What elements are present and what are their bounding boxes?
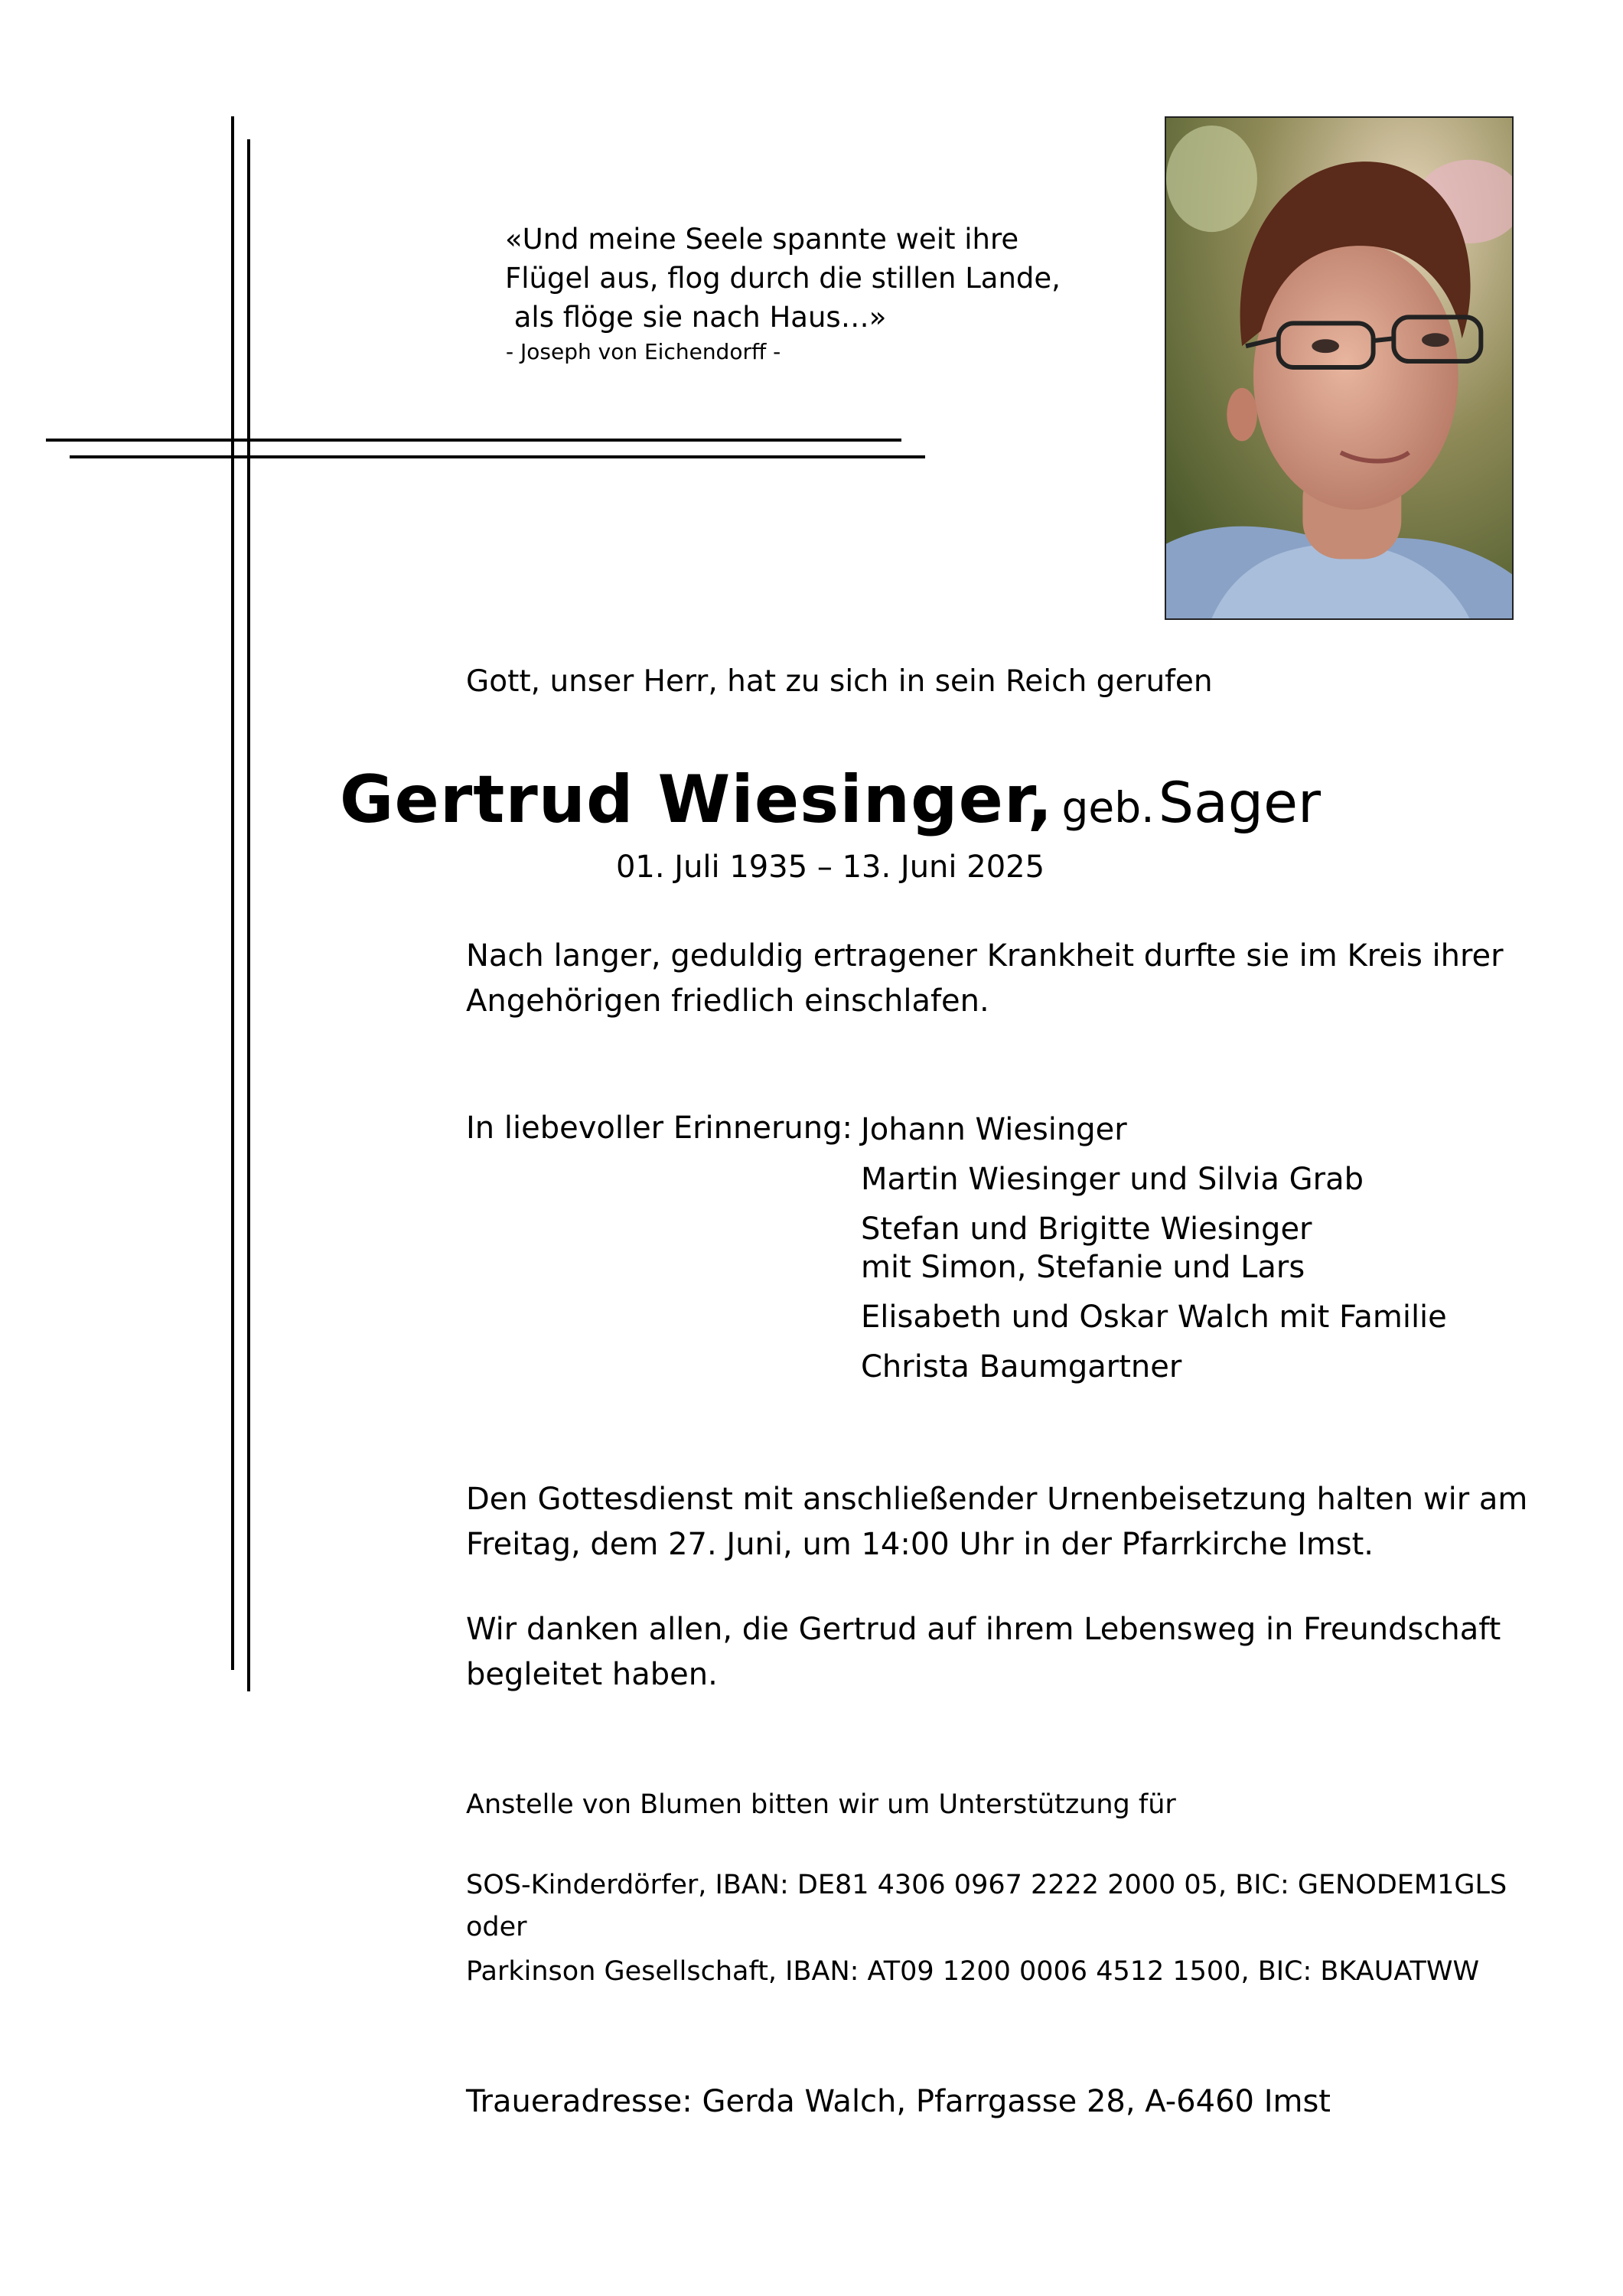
portrait-photo [1165,116,1514,620]
mourners-list [861,1110,1447,1397]
service-info: Den Gottesdienst mit anschließender Urnenbeisetzung halten wir am Freitag, dem 27. Juni, um 14:00 Uhr in der Pfarrkirche Imst. [466,1482,1528,1562]
born-prefix: geb. [1061,783,1155,832]
intro-text: Gott, unser Herr, hat zu sich in sein Reich gerufen [466,664,1213,699]
mourning-address: Traueradresse: Gerda Walch, Pfarrgasse 28, A-6460 Imst [466,2084,1331,2119]
donation-account-parkinson: Parkinson Gesellschaft, IBAN: AT09 1200 0006 4512 1500, BIC: BKAUATWW [466,1956,1480,1987]
life-dates: 01. Juli 1935 – 13. Juni 2025 [615,850,1045,885]
memory-label: In liebevoller Erinnerung: [466,1110,852,1146]
cross-horizontal-line-shadow [70,455,925,458]
mourner-entry: Johann Wiesinger [861,1112,1127,1147]
mourner-entry: Stefan und Brigitte Wiesinger mit Simon, Stefanie und Lars [861,1212,1312,1285]
death-announcement: Nach langer, geduldig ertragener Krankheit durfte sie im Kreis ihrer Angehörigen friedlich einschlafen. [466,938,1504,1019]
donation-account-sos: SOS-Kinderdörfer, IBAN: DE81 4306 0967 2222 2000 05, BIC: GENODEM1GLS [466,1870,1507,1900]
deceased-name: Gertrud Wiesinger, [339,762,1054,838]
donation-or: oder [466,1912,527,1942]
mourner-entry: Martin Wiesinger und Silvia Grab [861,1162,1364,1197]
cross-horizontal-line [46,439,901,442]
portrait-illustration [1166,118,1512,618]
memorial-quote: «Und meine Seele spannte weit ihre Flügel aus, flog durch die stillen Lande, als flöge sie nach Haus…» [505,223,1061,334]
donation-intro: Anstelle von Blumen bitten wir um Unterstützung für [466,1789,1176,1820]
quote-author: - Joseph von Eichendorff - [506,339,781,364]
mourner-entry: Elisabeth und Oskar Walch mit Familie [861,1300,1447,1335]
deceased-name-line [0,762,1623,838]
cross-vertical-line [231,116,234,1670]
mourner-entry: Christa Baumgartner [861,1349,1182,1384]
thanks-text: Wir danken allen, die Gertrud auf ihrem Lebensweg in Freundschaft begleitet haben. [466,1612,1501,1692]
cross-vertical-line-shadow [247,139,250,1691]
maiden-name: Sager [1158,771,1322,836]
